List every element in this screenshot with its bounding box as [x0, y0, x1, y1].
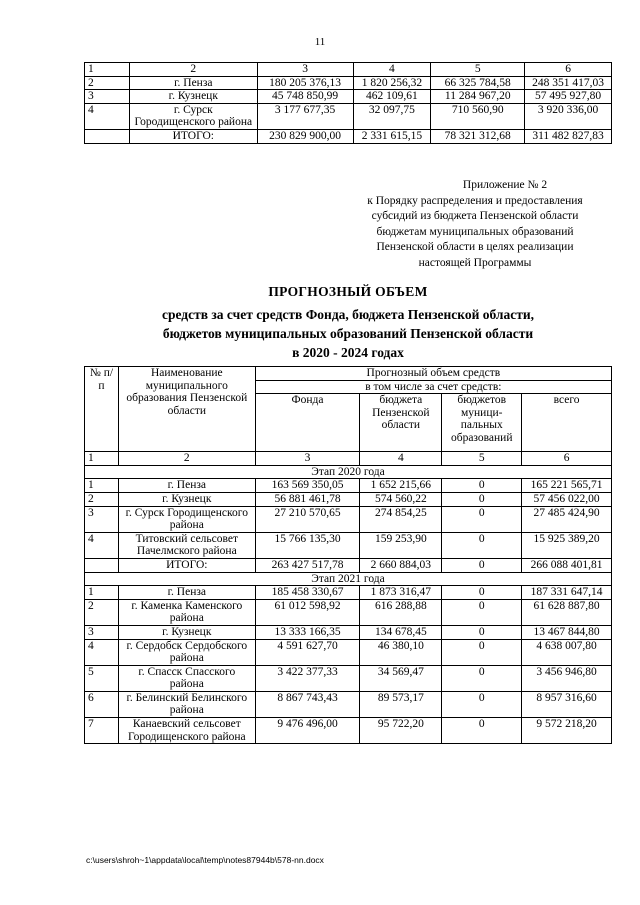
amount-cell: 1 652 215,66: [360, 479, 442, 493]
amount-cell: 66 325 784,58: [431, 76, 525, 90]
row-index: 5: [85, 665, 119, 691]
col-header-municipal-budget: бюджетов муници-пальных образований: [442, 394, 522, 452]
amount-cell: 163 569 350,05: [255, 479, 360, 493]
amount-cell: 2 331 615,15: [353, 129, 431, 143]
amount-cell: 9 572 218,20: [522, 718, 612, 744]
total-row: [85, 558, 612, 572]
amount-cell: 57 456 022,00: [522, 492, 612, 506]
amount-cell: 0: [442, 639, 522, 665]
row-index: 1: [85, 586, 119, 600]
appendix-title: Приложение № 2: [462, 179, 548, 191]
amount-cell: 13 333 166,35: [255, 625, 360, 639]
amount-cell: 616 288,88: [360, 599, 442, 625]
row-index: 7: [85, 718, 119, 744]
amount-cell: 57 495 927,80: [525, 90, 612, 104]
table-row: [85, 639, 612, 665]
stage-row: [85, 572, 612, 586]
amount-cell: 2 660 884,03: [360, 558, 442, 572]
amount-cell: 11 284 967,20: [431, 90, 525, 104]
column-number: 1: [85, 63, 130, 77]
municipality-name: г. Спасск Спасского района: [118, 665, 255, 691]
forecast-table: [84, 366, 612, 744]
col-header-forecast: Прогнозный объем средств: [255, 367, 611, 381]
document-heading: [84, 282, 612, 362]
table-row: [85, 718, 612, 744]
amount-cell: 159 253,90: [360, 532, 442, 558]
appendix-line: настоящей Программы: [418, 256, 532, 269]
stage-title: Этап 2020 года: [85, 465, 612, 479]
numbering-row: [85, 452, 612, 466]
table-row: [85, 665, 612, 691]
table-row: [85, 506, 612, 532]
amount-cell: 274 854,25: [360, 506, 442, 532]
amount-cell: 34 569,47: [360, 665, 442, 691]
column-number: 2: [118, 452, 255, 466]
amount-cell: 9 476 496,00: [255, 718, 360, 744]
amount-cell: 95 722,20: [360, 718, 442, 744]
appendix-line: бюджетам муниципальных образований: [376, 225, 574, 238]
amount-cell: 8 867 743,43: [255, 691, 360, 717]
table-row: [85, 599, 612, 625]
amount-cell: 0: [442, 586, 522, 600]
municipality-name: г. Сурск Городищенского района: [129, 103, 257, 129]
row-index: 3: [85, 90, 130, 104]
amount-cell: 61 628 887,80: [522, 599, 612, 625]
amount-cell: 263 427 517,78: [255, 558, 360, 572]
amount-cell: 4 591 627,70: [255, 639, 360, 665]
amount-cell: 3 177 677,35: [257, 103, 353, 129]
table-row: [85, 586, 612, 600]
amount-cell: 0: [442, 532, 522, 558]
amount-cell: 0: [442, 506, 522, 532]
amount-cell: 27 485 424,90: [522, 506, 612, 532]
row-index: 6: [85, 691, 119, 717]
amount-cell: 230 829 900,00: [257, 129, 353, 143]
appendix-line: субсидий из бюджета Пензенской области: [371, 210, 579, 223]
amount-cell: 13 467 844,80: [522, 625, 612, 639]
amount-cell: 8 957 316,60: [522, 691, 612, 717]
column-number: 5: [431, 63, 525, 77]
stage-title: Этап 2021 года: [85, 572, 612, 586]
amount-cell: 134 678,45: [360, 625, 442, 639]
municipality-name: г. Кузнецк: [129, 90, 257, 104]
total-label: ИТОГО:: [118, 558, 255, 572]
row-index: 4: [85, 532, 119, 558]
row-index: 2: [85, 76, 130, 90]
column-number: 3: [255, 452, 360, 466]
column-number: 5: [442, 452, 522, 466]
row-index: [85, 129, 130, 143]
heading-line: бюджетов муниципальных образований Пензенской области: [162, 326, 534, 341]
amount-cell: 574 560,22: [360, 492, 442, 506]
amount-cell: 0: [442, 599, 522, 625]
table-row: [85, 691, 612, 717]
column-number: 4: [353, 63, 431, 77]
amount-cell: 15 925 389,20: [522, 532, 612, 558]
row-index: 2: [85, 492, 119, 506]
amount-cell: 311 482 827,83: [525, 129, 612, 143]
amount-cell: 3 456 946,80: [522, 665, 612, 691]
amount-cell: 78 321 312,68: [431, 129, 525, 143]
amount-cell: 710 560,90: [431, 103, 525, 129]
amount-cell: 185 458 330,67: [255, 586, 360, 600]
appendix-block: [330, 178, 620, 272]
page-number: 11: [314, 36, 326, 48]
amount-cell: 0: [442, 479, 522, 493]
table-row: [85, 532, 612, 558]
table-row: [85, 90, 612, 104]
col-header-region-budget: бюджета Пензенской области: [360, 394, 442, 452]
amount-cell: 0: [442, 492, 522, 506]
municipality-name: г. Пенза: [118, 586, 255, 600]
municipality-name: г. Каменка Каменского района: [118, 599, 255, 625]
municipality-name: г. Кузнецк: [118, 492, 255, 506]
stage-row: [85, 465, 612, 479]
row-index: 3: [85, 625, 119, 639]
heading-title: ПРОГНОЗНЫЙ ОБЪЕМ: [268, 284, 428, 299]
amount-cell: 4 638 007,80: [522, 639, 612, 665]
amount-cell: 32 097,75: [353, 103, 431, 129]
heading-line: в 2020 - 2024 годах: [292, 345, 404, 360]
row-index: 1: [85, 479, 119, 493]
column-number: 6: [522, 452, 612, 466]
col-header-fund: Фонда: [255, 394, 360, 452]
amount-cell: 180 205 376,13: [257, 76, 353, 90]
col-header-total: всего: [522, 394, 612, 452]
col-header-number: № п/п: [85, 367, 119, 452]
amount-cell: 3 422 377,33: [255, 665, 360, 691]
table-row: [85, 625, 612, 639]
amount-cell: 187 331 647,14: [522, 586, 612, 600]
table-row: [85, 492, 612, 506]
total-label: ИТОГО:: [129, 129, 257, 143]
col-header-including: в том числе за счет средств:: [255, 380, 611, 394]
appendix-line: к Порядку распределения и предоставления: [367, 194, 583, 207]
row-index: 3: [85, 506, 119, 532]
amount-cell: 61 012 598,92: [255, 599, 360, 625]
amount-cell: 0: [442, 718, 522, 744]
amount-cell: 248 351 417,03: [525, 76, 612, 90]
municipality-name: г. Белинский Белинского района: [118, 691, 255, 717]
table-header-row: [85, 367, 612, 381]
heading-line: средств за счет средств Фонда, бюджета Пензенской области,: [161, 307, 535, 322]
amount-cell: 0: [442, 665, 522, 691]
amount-cell: 45 748 850,99: [257, 90, 353, 104]
appendix-line: Пензенской области в целях реализации: [376, 241, 574, 254]
file-path-footer: c:\users\shroh~1\appdata\local\temp\notes87944b\578-nn.docx: [86, 855, 324, 865]
column-number: 3: [257, 63, 353, 77]
amount-cell: 165 221 565,71: [522, 479, 612, 493]
amount-cell: 1 820 256,32: [353, 76, 431, 90]
table-row: [85, 103, 612, 129]
amount-cell: 27 210 570,65: [255, 506, 360, 532]
top-continuation-table: [84, 62, 612, 144]
column-number: 6: [525, 63, 612, 77]
municipality-name: г. Сердобск Сердобского района: [118, 639, 255, 665]
total-row: [85, 129, 612, 143]
column-number: 2: [129, 63, 257, 77]
col-header-municipality: Наименование муниципального образования Пензенской области: [118, 367, 255, 452]
table-row: [85, 479, 612, 493]
municipality-name: г. Сурск Городищенского района: [118, 506, 255, 532]
row-index: 2: [85, 599, 119, 625]
municipality-name: г. Пенза: [118, 479, 255, 493]
amount-cell: 3 920 336,00: [525, 103, 612, 129]
municipality-name: Титовский сельсовет Пачелмского района: [118, 532, 255, 558]
municipality-name: г. Пенза: [129, 76, 257, 90]
municipality-name: Канаевский сельсовет Городищенского района: [118, 718, 255, 744]
municipality-name: г. Кузнецк: [118, 625, 255, 639]
row-index: [85, 558, 119, 572]
table-header-row: [85, 63, 612, 77]
table-row: [85, 76, 612, 90]
amount-cell: 266 088 401,81: [522, 558, 612, 572]
amount-cell: 0: [442, 558, 522, 572]
amount-cell: 89 573,17: [360, 691, 442, 717]
amount-cell: 1 873 316,47: [360, 586, 442, 600]
amount-cell: 0: [442, 625, 522, 639]
amount-cell: 462 109,61: [353, 90, 431, 104]
column-number: 4: [360, 452, 442, 466]
amount-cell: 56 881 461,78: [255, 492, 360, 506]
amount-cell: 15 766 135,30: [255, 532, 360, 558]
row-index: 4: [85, 103, 130, 129]
row-index: 4: [85, 639, 119, 665]
amount-cell: 46 380,10: [360, 639, 442, 665]
amount-cell: 0: [442, 691, 522, 717]
column-number: 1: [85, 452, 119, 466]
